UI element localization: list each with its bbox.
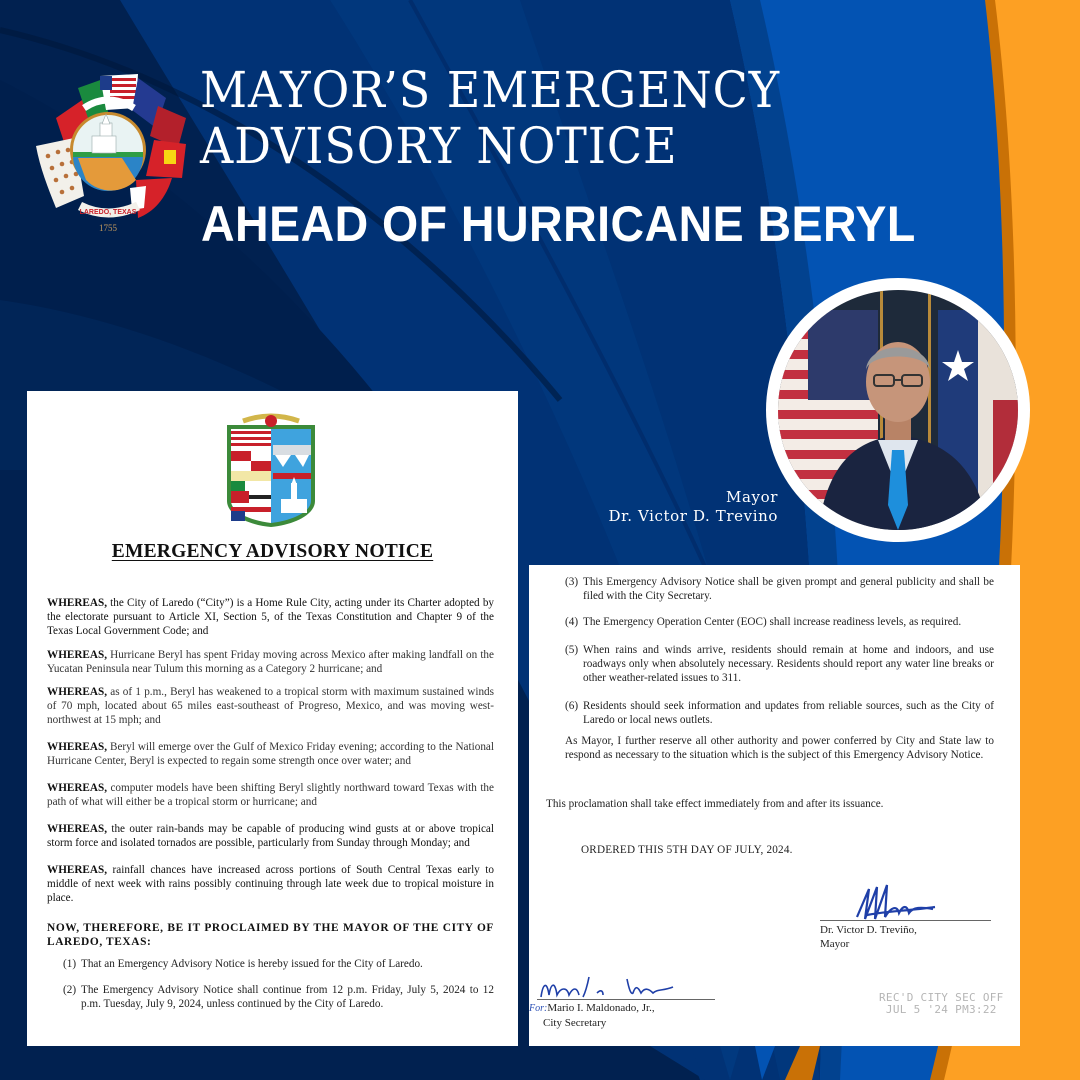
numbered-item: (3) This Emergency Advisory Notice shall be given prompt and general publicity and shall be filed with the City Secretary. [565,576,994,602]
effect-statement: This proclamation shall take effect immediately from and after its issuance. [546,798,884,810]
mayor-signature-block [820,923,917,951]
secretary-signature-block [529,1001,655,1030]
whereas-paragraph: WHEREAS, the outer rain-bands may be capable of producing wind gusts at or above tropical storm force and isolated tornados are possible, particularly from Sunday through Monday; and [47,823,494,849]
secretary-signature-icon [537,973,687,1001]
title-line-1: MAYOR’S EMERGENCY [200,61,781,119]
page-subtitle: AHEAD OF HURRICANE BERYL [201,196,916,252]
stamp-line-2: JUL 5 '24 PM3:22 [885,1003,997,1016]
svg-text:LAREDO, TEXAS: LAREDO, TEXAS [79,209,137,216]
numbered-item: (1) That an Emergency Advisory Notice is hereby issued for the City of Laredo. [63,958,423,970]
advisory-document-page-2 [529,565,1020,1046]
whereas-paragraph: WHEREAS, Beryl will emerge over the Gulf of Mexico Friday evening; according to the National Hurricane Center, Beryl is expected to regain some strength once over water; and [47,741,495,767]
whereas-paragraph: WHEREAS, computer models have been shifting Beryl slightly northward toward Texas with the path of what will either be a tropical storm or hurricane; and [47,782,494,808]
for-mark: For: [529,1003,548,1014]
numbered-item: (6) Residents should seek information and updates from reliable sources, such as the City of Laredo or local news outlets. [565,700,994,726]
advisory-document-page-1 [27,391,518,1046]
mayor-signature-line [820,920,991,921]
numbered-item: (2) The Emergency Advisory Notice shall continue from 12 p.m. Friday, July 5, 2024 to 12 p.m. Tuesday, July 9, 2024, unless continued by the City of Laredo. [63,984,494,1010]
mayor-name: Dr. Victor D. Trevino [608,507,778,525]
document-body-page-1 [47,596,494,1023]
proclamation-heading: NOW, THEREFORE, BE IT PROCLAIMED BY THE MAYOR OF THE CITY OF LAREDO, TEXAS: [47,922,494,948]
document-body-page-2 [565,575,994,762]
page-title [200,62,780,174]
whereas-paragraph: WHEREAS, Hurricane Beryl has spent Friday moving across Mexico after making landfall on the Yucatan Peninsula near Tulum this morning as a Category 2 hurricane; and [47,648,494,675]
whereas-paragraph: WHEREAS, the City of Laredo (“City”) is a Home Rule City, acting under its Charter adopted by the electorate pursuant to Article XI, Section 5, of the Texas Constitution and Chapter 9 of the Texas Local Government Code; and [47,597,495,637]
stamp-line-1: REC'D CITY SEC OFF [879,991,1004,1004]
city-of-laredo-seal-icon [26,68,190,234]
secretary-signature-name: Mario I. Maldonado, Jr., [547,1002,655,1014]
secretary-signature-line [537,999,715,1000]
numbered-item: (4) The Emergency Operation Center (EOC) shall increase readiness levels, as required. [565,616,962,628]
whereas-paragraph: WHEREAS, rainfall chances have increased across portions of South Central Texas early to middle of next week with rains possibly continuing through late week due to tropical moisture in place. [47,864,494,904]
whereas-paragraph: WHEREAS, as of 1 p.m., Beryl has weakened to a tropical storm with maximum sustained winds of 70 mph, located about 65 miles east-southeast of Progreso, Mexico, and was moving west-northwest at 15 mph; and [47,686,494,726]
mayor-caption [609,488,779,526]
mayor-signature-name: Dr. Victor D. Treviño, [820,924,917,936]
laredo-coat-of-arms-icon [223,411,319,529]
secretary-signature-title: City Secretary [543,1017,607,1029]
mayor-portrait-frame [766,278,1030,542]
svg-text:1755: 1755 [99,223,117,233]
document-heading: EMERGENCY ADVISORY NOTICE [111,541,434,562]
mayor-role: Mayor [726,488,778,506]
reserve-paragraph: As Mayor, I further reserve all other authority and power conferred by City and State law to respond as necessary to the situation which is the subject of this Emergency Advisory Notice. [565,735,994,761]
title-line-2: ADVISORY NOTICE [200,117,678,175]
ordered-date: ORDERED THIS 5TH DAY OF JULY, 2024. [581,844,793,856]
received-stamp [879,992,1004,1016]
mayor-signature-title: Mayor [820,938,850,950]
mayor-portrait-photo [778,290,1018,530]
numbered-item: (5) When rains and winds arrive, residents should remain at home and indoors, and use roadways only when absolutely necessary. Residents should report any water line breaks or other weather-related issues to 311. [565,644,994,684]
